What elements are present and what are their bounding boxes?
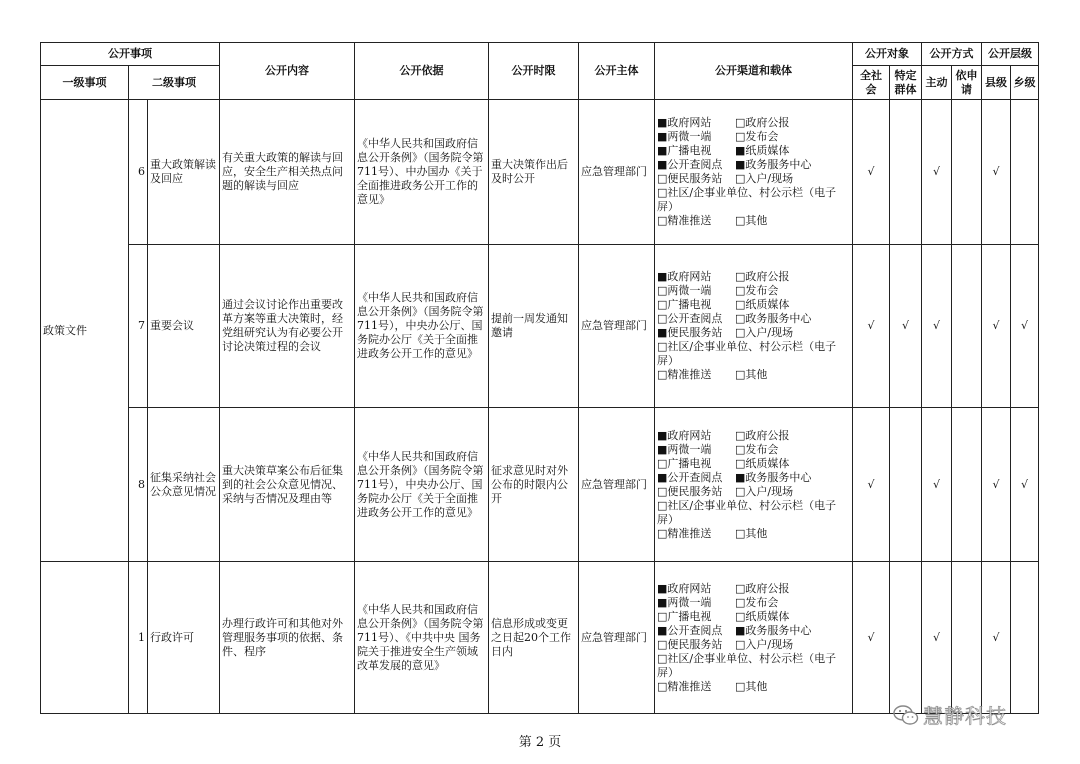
channel-line: ■两微一端 □发布会 [657, 130, 779, 143]
channel-line: □便民服务站 □入户/现场 [657, 484, 794, 498]
watermark-text: 慧静科技 [923, 704, 1007, 728]
header-public-method: 公开方式 [922, 43, 982, 66]
category-cell-empty [41, 562, 129, 714]
item-cell: 行政许可 [148, 562, 220, 714]
page-number: 第 2 页 [518, 735, 562, 750]
channels-cell [655, 562, 853, 714]
header-content: 公开内容 [220, 43, 355, 100]
channel-line: □社区/企事业单位、村公示栏（电子屏） [657, 651, 837, 679]
check-all-society: √ [853, 562, 890, 714]
channel-line: ■政府网站 □政府公报 [657, 270, 790, 283]
row-number: 6 [129, 100, 148, 245]
check-county: √ [982, 100, 1011, 245]
check-on-request [952, 408, 982, 562]
channel-line: □社区/企事业单位、村公示栏（电子屏） [657, 498, 837, 526]
check-on-request [952, 100, 982, 245]
channel-line: □便民服务站 □入户/现场 [657, 172, 794, 185]
header-public-object: 公开对象 [853, 43, 922, 66]
channel-line: □社区/企事业单位、村公示栏（电子屏） [657, 186, 837, 213]
channel-line: ■两微一端 □发布会 [657, 442, 779, 456]
check-county: √ [982, 562, 1011, 714]
channel-line: ■公开查阅点 ■政务服务中心 [657, 623, 812, 637]
subject-cell: 应急管理部门 [579, 245, 655, 408]
channel-line: ■公开查阅点 ■政务服务中心 [657, 470, 812, 484]
channel-line: □精准推送 □其他 [657, 526, 768, 540]
basis-cell: 《中华人民共和国政府信息公开条例》（国务院令第711号），中央办公厅、国务院办公厅《关于全面推进政务公开工作的意见》 [355, 245, 489, 408]
check-specific-group [890, 562, 922, 714]
check-specific-group [890, 100, 922, 245]
disclosure-table [40, 42, 1039, 714]
check-active: √ [922, 245, 952, 408]
check-active: √ [922, 562, 952, 714]
header-level1: 一级事项 [41, 66, 129, 100]
channel-line: □精准推送 □其他 [657, 679, 768, 693]
check-on-request [952, 245, 982, 408]
header-level2: 二级事项 [129, 66, 220, 100]
channel-line: □广播电视 □纸质媒体 [657, 456, 790, 470]
table-row [41, 100, 1039, 245]
watermark [893, 700, 1063, 734]
content-cell: 有关重大政策的解读与回应，安全生产相关热点问题的解读与回应 [220, 100, 355, 245]
wechat-icon [893, 704, 919, 726]
channel-line: □广播电视 □纸质媒体 [657, 609, 790, 623]
channel-line: □公开查阅点 □政务服务中心 [657, 312, 812, 325]
check-all-society: √ [853, 245, 890, 408]
header-public-items: 公开事项 [41, 43, 220, 66]
header-public-level: 公开层级 [982, 43, 1039, 66]
check-township [1011, 562, 1039, 714]
header-township: 乡级 [1011, 66, 1039, 100]
time-cell: 重大决策作出后及时公开 [489, 100, 579, 245]
channel-line: □精准推送 □其他 [657, 214, 768, 227]
header-subject: 公开主体 [579, 43, 655, 100]
header-basis: 公开依据 [355, 43, 489, 100]
channel-line: □广播电视 □纸质媒体 [657, 298, 790, 311]
content-cell: 通过会议讨论作出重要改革方案等重大决策时，经党组研究认为有必要公开讨论决策过程的会议 [220, 245, 355, 408]
row-number: 1 [129, 562, 148, 714]
table-row [41, 245, 1039, 408]
time-cell: 提前一周发通知邀请 [489, 245, 579, 408]
channel-line: ■便民服务站 □入户/现场 [657, 326, 794, 339]
header-active: 主动 [922, 66, 952, 100]
channels-cell [655, 245, 853, 408]
check-county: √ [982, 245, 1011, 408]
basis-cell: 《中华人民共和国政府信息公开条例》（国务院令第711号）、中办国办《关于全面推进政务公开工作的意见》 [355, 100, 489, 245]
check-active: √ [922, 408, 952, 562]
check-specific-group: √ [890, 245, 922, 408]
category-cell: 政策文件 [41, 100, 129, 562]
check-township: √ [1011, 408, 1039, 562]
channel-line: □两微一端 □发布会 [657, 284, 779, 297]
channel-line: ■政府网站 □政府公报 [657, 581, 790, 595]
table-row [41, 408, 1039, 562]
channel-line: ■广播电视 ■纸质媒体 [657, 144, 790, 157]
check-county: √ [982, 408, 1011, 562]
table-row [41, 562, 1039, 714]
header-on-request: 依申请 [952, 66, 982, 100]
basis-cell: 《中华人民共和国政府信息公开条例》（国务院令第711号）、《中共中央 国务院关于推进安全生产领域改革发展的意见》 [355, 562, 489, 714]
item-cell: 重大政策解读及回应 [148, 100, 220, 245]
channel-line: ■两微一端 □发布会 [657, 595, 779, 609]
row-number: 8 [129, 408, 148, 562]
subject-cell: 应急管理部门 [579, 562, 655, 714]
row-number: 7 [129, 245, 148, 408]
channel-line: ■公开查阅点 ■政务服务中心 [657, 158, 812, 171]
check-township [1011, 100, 1039, 245]
subject-cell: 应急管理部门 [579, 100, 655, 245]
channel-line: □便民服务站 □入户/现场 [657, 637, 794, 651]
item-cell: 重要会议 [148, 245, 220, 408]
check-on-request [952, 562, 982, 714]
channel-line: ■政府网站 □政府公报 [657, 116, 790, 129]
check-specific-group [890, 408, 922, 562]
header-specific-group: 特定群体 [890, 66, 922, 100]
check-all-society: √ [853, 100, 890, 245]
basis-cell: 《中华人民共和国政府信息公开条例》（国务院令第711号），中央办公厅、国务院办公厅《关于全面推进政务公开工作的意见》 [355, 408, 489, 562]
channels-cell [655, 100, 853, 245]
header-time-limit: 公开时限 [489, 43, 579, 100]
subject-cell: 应急管理部门 [579, 408, 655, 562]
time-cell: 征求意见时对外公布的时限内公开 [489, 408, 579, 562]
channels-cell [655, 408, 853, 562]
time-cell: 信息形成或变更之日起20个工作日内 [489, 562, 579, 714]
content-cell: 办理行政许可和其他对外管理服务事项的依据、条件、程序 [220, 562, 355, 714]
item-cell: 征集采纳社会公众意见情况 [148, 408, 220, 562]
channel-line: ■政府网站 □政府公报 [657, 428, 790, 442]
check-township: √ [1011, 245, 1039, 408]
check-all-society: √ [853, 408, 890, 562]
header-county: 县级 [982, 66, 1011, 100]
check-active: √ [922, 100, 952, 245]
channel-line: □精准推送 □其他 [657, 368, 768, 381]
content-cell: 重大决策草案公布后征集到的社会公众意见情况、采纳与否情况及理由等 [220, 408, 355, 562]
channel-line: □社区/企事业单位、村公示栏（电子屏） [657, 340, 837, 367]
header-all-society: 全社会 [853, 66, 890, 100]
header-channels: 公开渠道和载体 [655, 43, 853, 100]
